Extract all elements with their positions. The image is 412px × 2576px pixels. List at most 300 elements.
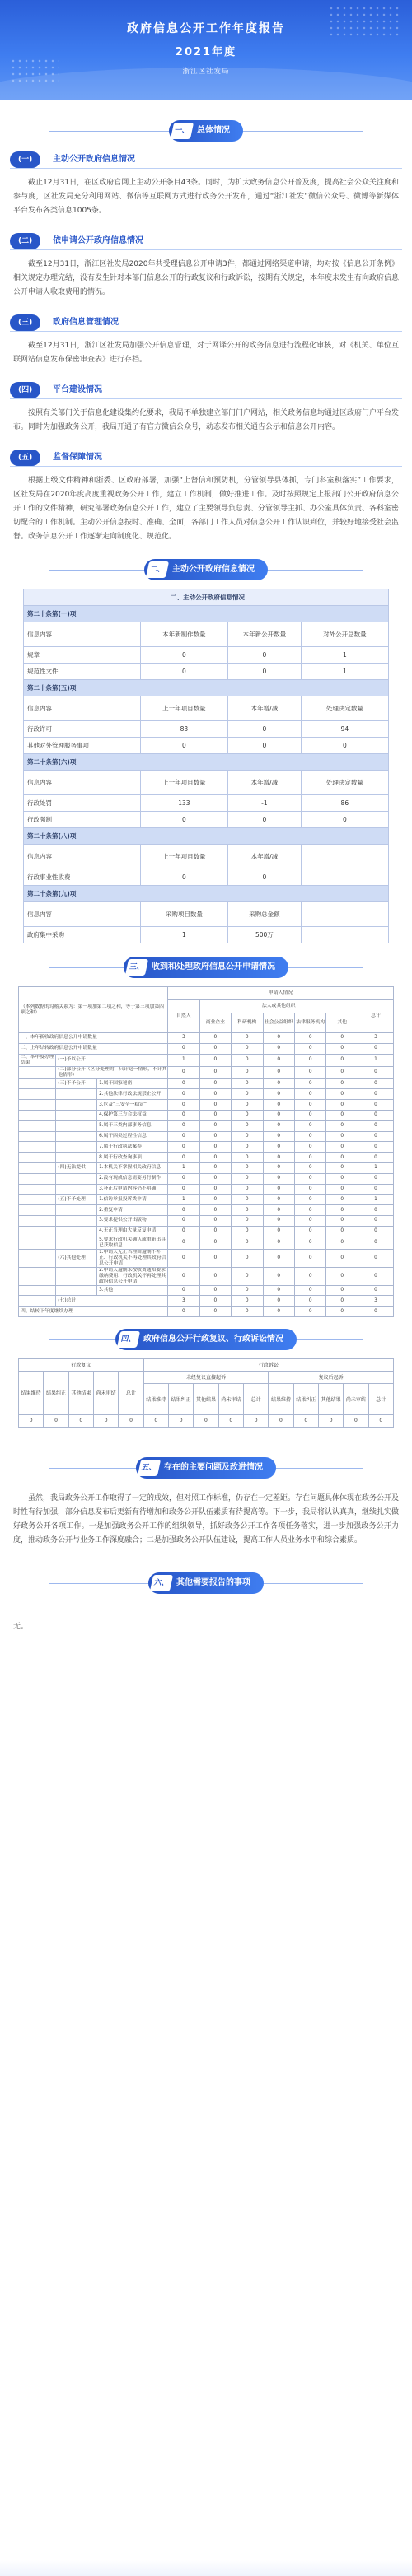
subsection <box>0 382 412 435</box>
table-cell: 0 <box>358 1100 393 1111</box>
table-cell: 0 <box>232 1078 263 1089</box>
apply-row-label: 2.申请人逾期未按收费通知要求缴纳费用、行政机关不再处理其政府信息公开申请 <box>97 1267 168 1285</box>
table-cell: 1 <box>301 664 388 680</box>
apply-row-category <box>56 1100 97 1111</box>
review-subheader: 总计 <box>243 1383 268 1414</box>
table-cell: 0 <box>232 1249 263 1267</box>
table-row <box>19 1414 394 1427</box>
table-row <box>24 927 389 943</box>
table-cell: 0 <box>168 1066 199 1078</box>
table-row <box>19 1307 394 1317</box>
subsection-title: 依申请公开政府信息情况 <box>53 236 143 245</box>
section-title-other <box>0 1572 412 1594</box>
subsection-heading <box>10 450 402 468</box>
apply-row-label: 4.无正当理由大量反复申请 <box>97 1226 168 1237</box>
basic-table-wrap <box>23 589 389 943</box>
apply-col-legal: 法人或其他组织 <box>199 1000 358 1013</box>
subsection-text: 根据上级文件精神和浙委、区政府部署，加强“上督信和预防机，分管领导县体抓，专门科室积落实”工作要求，区社发局在2020年度高度重视政务公开工作，建立工作机制，做好推进工作。及时按照规定上报部门公开政府信息公开工作的文件精神，研究部署政务信息公开工作，建立了主要领导负总责、分管领导主抓、办公室具体负责、各科室密切配合的工作机制。主动公开信息按时、准确、全面，各部门工作人员对信息公开工作认识到位，并较好地接受社会监督。政务信息公开工作逐渐走向制度化、规范化。 <box>13 477 400 541</box>
table-cell: 0 <box>263 1285 294 1296</box>
table-header-cell: 对外公开总数量 <box>301 622 388 647</box>
table-cell: 1 <box>168 1162 199 1173</box>
section-label: 收到和处理政府信息公开申请情况 <box>152 962 275 971</box>
table-cell: 1 <box>358 1162 393 1173</box>
apply-row-label: 1.信访举报投诉类申请 <box>97 1195 168 1205</box>
section-label: 其他需要报告的事项 <box>176 1577 250 1587</box>
review-header: 行政复议 <box>19 1358 144 1371</box>
table-row <box>19 1249 394 1267</box>
table-cell: 0 <box>358 1110 393 1120</box>
table-cell: 0 <box>326 1184 358 1195</box>
table-cell: 0 <box>228 738 302 754</box>
table-row <box>19 1131 394 1142</box>
section-pill <box>136 1457 276 1479</box>
table-cell: 0 <box>326 1226 358 1237</box>
table-row <box>19 1153 394 1163</box>
table-cell: 0 <box>143 1414 168 1427</box>
table-cell: 0 <box>326 1205 358 1216</box>
table-row <box>24 647 389 664</box>
table-row <box>19 1078 394 1089</box>
table-cell: 0 <box>263 1162 294 1173</box>
table-cell: 0 <box>358 1131 393 1142</box>
table-row <box>19 1043 394 1054</box>
section-pill <box>124 957 288 978</box>
apply-row-label: 1.属于国家秘密 <box>97 1078 168 1089</box>
apply-row-label: 3.要求提供公开出版物 <box>97 1215 168 1226</box>
apply-row-category <box>56 1089 97 1100</box>
table-cell: 0 <box>263 1249 294 1267</box>
table-cell: 0 <box>44 1414 68 1427</box>
table-cell: 0 <box>263 1142 294 1153</box>
table-cell: 0 <box>326 1120 358 1131</box>
table-cell: 0 <box>168 1307 199 1317</box>
table-cell: 0 <box>326 1033 358 1044</box>
table-cell: 0 <box>228 664 302 680</box>
apply-row-category: (四)无法提供 <box>56 1162 97 1173</box>
review-subheader: 尚未审结 <box>344 1383 368 1414</box>
section-number: 六、 <box>150 1575 173 1591</box>
section-number: 二、 <box>146 561 169 578</box>
basic-disclosure-table <box>23 589 389 943</box>
table-row <box>24 795 389 812</box>
apply-row-category <box>56 1173 97 1184</box>
table-cell: 0 <box>263 1033 294 1044</box>
table-cell: 0 <box>199 1033 231 1044</box>
table-cell: 0 <box>199 1054 231 1066</box>
table-cell: 0 <box>232 1153 263 1163</box>
table-header-cell <box>301 902 388 927</box>
review-subheader: 其他结果 <box>68 1371 93 1414</box>
table-cell: 0 <box>358 1267 393 1285</box>
table-cell: -1 <box>228 795 302 812</box>
apply-corner: （本列数据的勾稽关系为：第一项加第二项之和，等于第三项加第四项之和） <box>19 987 168 1033</box>
table-cell: 0 <box>168 1226 199 1237</box>
table-cell: 0 <box>168 1043 199 1054</box>
review-subheader: 尚未审结 <box>93 1371 118 1414</box>
apply-row-label: 8.属于行政查询事项 <box>97 1153 168 1163</box>
table-cell: 0 <box>199 1237 231 1249</box>
apply-row-group <box>19 1285 56 1296</box>
section-number: 三、 <box>125 959 148 976</box>
apply-row-label: 3.补正后申请内容仍不明确 <box>97 1184 168 1195</box>
table-cell: 0 <box>168 1100 199 1111</box>
table-header-cell: 本年增/减 <box>228 696 302 721</box>
apply-row-label: 3.危及“三安全一稳定” <box>97 1100 168 1111</box>
table-cell: 规范性文件 <box>24 664 141 680</box>
table-cell: 0 <box>263 1237 294 1249</box>
table-cell: 0 <box>326 1249 358 1267</box>
apply-col-legal-sub: 法律服务机构 <box>294 1013 325 1033</box>
apply-row-category <box>56 1226 97 1237</box>
subsection-number: (二) <box>10 233 40 249</box>
subsection-rule <box>10 249 402 250</box>
apply-row-label: (一)予以公开 <box>56 1054 168 1066</box>
table-cell: 0 <box>168 1153 199 1163</box>
table-cell: 0 <box>294 1296 325 1307</box>
apply-col-legal-sub: 科研机构 <box>232 1013 263 1033</box>
table-cell: 0 <box>232 1033 263 1044</box>
table-header-cell: 处理决定数量 <box>301 771 388 795</box>
table-header-cell: 本年增/减 <box>228 845 302 869</box>
apply-row-group <box>19 1120 56 1131</box>
apply-row-group <box>19 1173 56 1184</box>
review-subheader: 结果维持 <box>269 1383 293 1414</box>
apply-row-group <box>19 1142 56 1153</box>
table-cell: 0 <box>232 1296 263 1307</box>
table-cell: 0 <box>228 647 302 664</box>
table-cell: 0 <box>326 1110 358 1120</box>
subsection-title: 平台建设情况 <box>53 385 102 394</box>
table-cell: 0 <box>344 1414 368 1427</box>
table-cell: 0 <box>199 1089 231 1100</box>
table-header-cell: 信息内容 <box>24 845 141 869</box>
table-cell: 0 <box>326 1237 358 1249</box>
subsection <box>0 151 412 218</box>
apply-row-label: 4.保护第三方合法权益 <box>97 1110 168 1120</box>
table-row <box>24 664 389 680</box>
subsection-title: 主动公开政府信息情况 <box>53 155 135 164</box>
table-cell: 0 <box>199 1249 231 1267</box>
table-header-cell: 本年增/减 <box>228 771 302 795</box>
table-cell: 0 <box>326 1043 358 1054</box>
table-cell: 0 <box>199 1205 231 1216</box>
report-year: 2021年度 <box>175 46 237 58</box>
table-cell: 0 <box>199 1162 231 1173</box>
table-cell: 0 <box>326 1066 358 1078</box>
table-cell: 0 <box>294 1078 325 1089</box>
apply-row-group <box>19 1215 56 1226</box>
section-label: 总体情况 <box>197 126 230 135</box>
subsection-heading <box>10 233 402 251</box>
apply-row-category <box>56 1120 97 1131</box>
subsection <box>0 450 412 544</box>
table-cell: 0 <box>326 1142 358 1153</box>
table-cell: 0 <box>358 1249 393 1267</box>
table-cell: 0 <box>358 1173 393 1184</box>
table-cell: 86 <box>301 795 388 812</box>
apply-row-label: 2.重复申请 <box>97 1205 168 1216</box>
section-pill <box>144 559 268 580</box>
review-header: 行政诉讼 <box>143 1358 393 1371</box>
table-cell: 0 <box>294 1249 325 1267</box>
apply-row-category <box>56 1131 97 1142</box>
table-cell: 0 <box>294 1153 325 1163</box>
table-cell: 0 <box>232 1285 263 1296</box>
table-cell: 0 <box>294 1285 325 1296</box>
table-cell: 0 <box>199 1226 231 1237</box>
table-cell: 0 <box>326 1078 358 1089</box>
table-row <box>19 1226 394 1237</box>
table-cell: 500万 <box>228 927 302 943</box>
table-cell: 0 <box>168 1205 199 1216</box>
other-paragraph: 无。 <box>13 1622 29 1631</box>
table-cell: 0 <box>263 1205 294 1216</box>
table-cell: 0 <box>232 1184 263 1195</box>
table-cell: 0 <box>318 1414 343 1427</box>
table-header-cell: 信息内容 <box>24 696 141 721</box>
table-cell: 0 <box>326 1054 358 1066</box>
table-cell: 83 <box>140 721 227 738</box>
table-cell: 0 <box>263 1296 294 1307</box>
table-cell: 3 <box>168 1296 199 1307</box>
table-cell: 0 <box>358 1066 393 1078</box>
review-subheader: 其他结果 <box>318 1383 343 1414</box>
table-cell: 0 <box>168 1110 199 1120</box>
table-row <box>19 1173 394 1184</box>
table-cell: 0 <box>232 1162 263 1173</box>
table-header-cell: 上一年项目数量 <box>140 696 227 721</box>
apply-row-label: 7.属于行政执法案卷 <box>97 1142 168 1153</box>
table-cell: 0 <box>294 1110 325 1120</box>
table-cell: 0 <box>199 1296 231 1307</box>
apply-row-category <box>56 1205 97 1216</box>
table-cell: 0 <box>232 1173 263 1184</box>
table-cell: 0 <box>294 1089 325 1100</box>
table-cell: 0 <box>93 1414 118 1427</box>
section-title-apply <box>0 957 412 978</box>
table-cell: 0 <box>358 1226 393 1237</box>
apply-row-category <box>56 1267 97 1285</box>
table-cell: 0 <box>358 1142 393 1153</box>
table-cell: 0 <box>140 664 227 680</box>
table-cell: 1 <box>168 1195 199 1205</box>
apply-row-group <box>19 1066 56 1078</box>
review-subheader: 结果维持 <box>143 1383 168 1414</box>
table-cell: 0 <box>294 1307 325 1317</box>
table-cell <box>301 927 388 943</box>
section-pill <box>169 120 243 142</box>
table-cell: 0 <box>140 869 227 886</box>
subsection-title: 政府信息管理情况 <box>53 318 119 327</box>
table-cell: 0 <box>358 1153 393 1163</box>
overview-subsections <box>0 151 412 544</box>
table-cell: 0 <box>326 1173 358 1184</box>
table-cell: 0 <box>326 1307 358 1317</box>
table-row <box>24 869 389 886</box>
table-cell: 0 <box>168 1267 199 1285</box>
apply-row-group <box>19 1100 56 1111</box>
table-cell: 0 <box>168 1184 199 1195</box>
table-row <box>24 812 389 828</box>
subsection-rule <box>10 331 402 332</box>
table-row <box>19 1033 394 1044</box>
apply-row-category <box>56 1153 97 1163</box>
table-cell: 0 <box>232 1100 263 1111</box>
table-cell: 0 <box>232 1205 263 1216</box>
table-cell: 0 <box>368 1414 393 1427</box>
table-cell: 0 <box>199 1267 231 1285</box>
table-band: 第二十条第(六)项 <box>24 754 389 771</box>
apply-row-category: (五)不予处理 <box>56 1195 97 1205</box>
table-cell: 0 <box>199 1066 231 1078</box>
table-cell: 0 <box>294 1267 325 1285</box>
table-cell: 0 <box>358 1120 393 1131</box>
apply-row-label: 1.本机关不掌握相关政府信息 <box>97 1162 168 1173</box>
section-title-overview <box>0 120 412 142</box>
table-row <box>19 1066 394 1078</box>
section-number: 五、 <box>138 1460 161 1476</box>
table-cell: 0 <box>232 1066 263 1078</box>
table-cell: 0 <box>294 1033 325 1044</box>
table-caption: 二、主动公开政府信息情况 <box>24 589 389 606</box>
table-cell: 0 <box>199 1195 231 1205</box>
section-pill <box>115 1329 297 1350</box>
table-row <box>19 1195 394 1205</box>
table-cell: 0 <box>168 1120 199 1131</box>
review-subheader: 尚未审结 <box>218 1383 243 1414</box>
table-cell: 0 <box>199 1131 231 1142</box>
table-cell: 0 <box>326 1285 358 1296</box>
table-cell: 0 <box>358 1237 393 1249</box>
table-cell: 0 <box>326 1100 358 1111</box>
table-cell: 0 <box>263 1195 294 1205</box>
section-label: 政府信息公开行政复议、行政诉讼情况 <box>143 1334 283 1344</box>
header-banner <box>0 0 412 100</box>
table-cell: 0 <box>199 1215 231 1226</box>
table-cell: 3 <box>358 1296 393 1307</box>
table-cell: 0 <box>263 1173 294 1184</box>
table-row <box>24 721 389 738</box>
table-cell: 0 <box>199 1173 231 1184</box>
review-subheader: 结果纠正 <box>293 1383 318 1414</box>
table-cell: 其他对外管理服务事项 <box>24 738 141 754</box>
apply-row-category <box>56 1184 97 1195</box>
table-cell: 0 <box>199 1285 231 1296</box>
subsection-text: 按照有关部门关于信息化建设集约化要求，我局不单独建立部门门户网站，相关政务信息均通过区政府门户平台发布。同时为加强政务公开，我局开通了有官方微信公众号，动态发布相关通告公示和信息公开内容。 <box>13 409 400 431</box>
table-cell: 0 <box>358 1307 393 1317</box>
table-cell: 0 <box>232 1226 263 1237</box>
apply-row-group <box>19 1296 56 1307</box>
table-cell: 0 <box>199 1120 231 1131</box>
apply-row-group <box>19 1131 56 1142</box>
table-cell: 0 <box>232 1120 263 1131</box>
footer-fade <box>0 2560 412 2576</box>
table-cell: 0 <box>326 1131 358 1142</box>
table-cell: 0 <box>294 1162 325 1173</box>
apply-row-group <box>19 1205 56 1216</box>
section-title-active <box>0 559 412 580</box>
apply-col-natural: 自然人 <box>168 1000 199 1033</box>
table-cell <box>301 869 388 886</box>
table-row <box>19 1054 394 1066</box>
table-cell: 0 <box>326 1296 358 1307</box>
table-row <box>19 1205 394 1216</box>
apply-row-label: 3.其他 <box>97 1285 168 1296</box>
table-cell: 0 <box>294 1100 325 1111</box>
table-band: 第二十条第(一)项 <box>24 606 389 622</box>
table-cell: 0 <box>294 1142 325 1153</box>
apply-row-label: 四、结转下年度继续办理 <box>19 1307 168 1317</box>
subsection-text: 截至12月31日，浙江区社发局加强公开信息管理，对于网译公开的政务信息进行流程化审核，对《机关、单位互联网站信息发布保密审查表》进行存档。 <box>13 342 399 364</box>
apply-row-label: (二)部分公开（区分处理的，只计这一情形，不计其他情形） <box>56 1066 168 1078</box>
table-cell: 0 <box>294 1205 325 1216</box>
table-cell: 0 <box>168 1078 199 1089</box>
table-row <box>19 1162 394 1173</box>
subsection-text: 截止12月31日，在区政府官网上主动公开条目43条。同时，为扩大政务信息公开普及度，提高社会公众关注度和参与度，区社发局充分利用网站、微信等互联网方式进行政务公开发布，通过“浙江社发”微信公众号、微博等新媒体平台发布各类信息1005条。 <box>13 179 399 215</box>
table-cell: 0 <box>263 1153 294 1163</box>
table-cell: 0 <box>232 1237 263 1249</box>
table-cell: 0 <box>232 1142 263 1153</box>
table-cell: 0 <box>168 1285 199 1296</box>
apply-table-wrap <box>18 986 394 1317</box>
apply-row-category <box>56 1215 97 1226</box>
table-band: 第二十条第(八)项 <box>24 828 389 845</box>
table-cell: 0 <box>243 1414 268 1427</box>
review-subheader: 未经复议直接起诉 <box>143 1371 269 1383</box>
subsection-title: 监督保障情况 <box>53 453 102 462</box>
table-cell: 0 <box>263 1120 294 1131</box>
subsection <box>0 233 412 300</box>
apply-row-group <box>19 1226 56 1237</box>
table-cell: 0 <box>358 1078 393 1089</box>
table-cell: 0 <box>326 1153 358 1163</box>
table-cell: 0 <box>140 812 227 828</box>
table-cell: 0 <box>168 1173 199 1184</box>
table-cell: 0 <box>140 647 227 664</box>
table-row <box>19 1120 394 1131</box>
review-subheader: 结果纠正 <box>44 1371 68 1414</box>
table-cell: 0 <box>294 1131 325 1142</box>
decor-dots <box>328 5 402 38</box>
section-label: 主动公开政府信息情况 <box>172 565 255 574</box>
table-cell: 0 <box>263 1307 294 1317</box>
review-subheader: 总计 <box>119 1371 143 1414</box>
table-cell: 0 <box>294 1120 325 1131</box>
apply-row-group <box>19 1249 56 1267</box>
review-subheader: 复议后起诉 <box>269 1371 394 1383</box>
subsection-heading <box>10 151 402 170</box>
table-cell: 0 <box>168 1249 199 1267</box>
issues-paragraph: 虽然，我局政务公开工作取得了一定的成效，但对照工作标准，仍存在一定差距。存在问题具体体现在政务公开及时性有待加强，部分信息发布后更新有待增加和政务公开队伍素质有待提高等。下一步，我局将认认真真，继续扎实做好政务公开各项工作。一是加强政务公开工作的组织领导，抓好政务公开工作各项任务落实，进一步加强政务公开力度，推动政务公开与业务工作深度融合；二是加强政务公开队伍建设，提高工作人员业务水平和综合素质。 <box>13 1493 400 1544</box>
table-cell: 0 <box>168 1237 199 1249</box>
table-header-cell: 信息内容 <box>24 902 141 927</box>
review-table <box>18 1358 394 1428</box>
apply-row-category <box>56 1110 97 1120</box>
table-cell: 0 <box>263 1043 294 1054</box>
table-row <box>19 1237 394 1249</box>
table-cell: 0 <box>199 1043 231 1054</box>
table-band: 第二十条第(五)项 <box>24 680 389 696</box>
apply-row-label: 2.没有现成信息需要另行制作 <box>97 1173 168 1184</box>
table-cell: 1 <box>358 1195 393 1205</box>
review-subheader: 结果维持 <box>19 1371 44 1414</box>
table-header-cell: 上一年项目数量 <box>140 845 227 869</box>
table-row <box>19 1267 394 1285</box>
apply-row-category <box>56 1285 97 1296</box>
table-cell: 行政许可 <box>24 721 141 738</box>
section-title-review <box>0 1329 412 1350</box>
table-cell: 0 <box>194 1414 218 1427</box>
